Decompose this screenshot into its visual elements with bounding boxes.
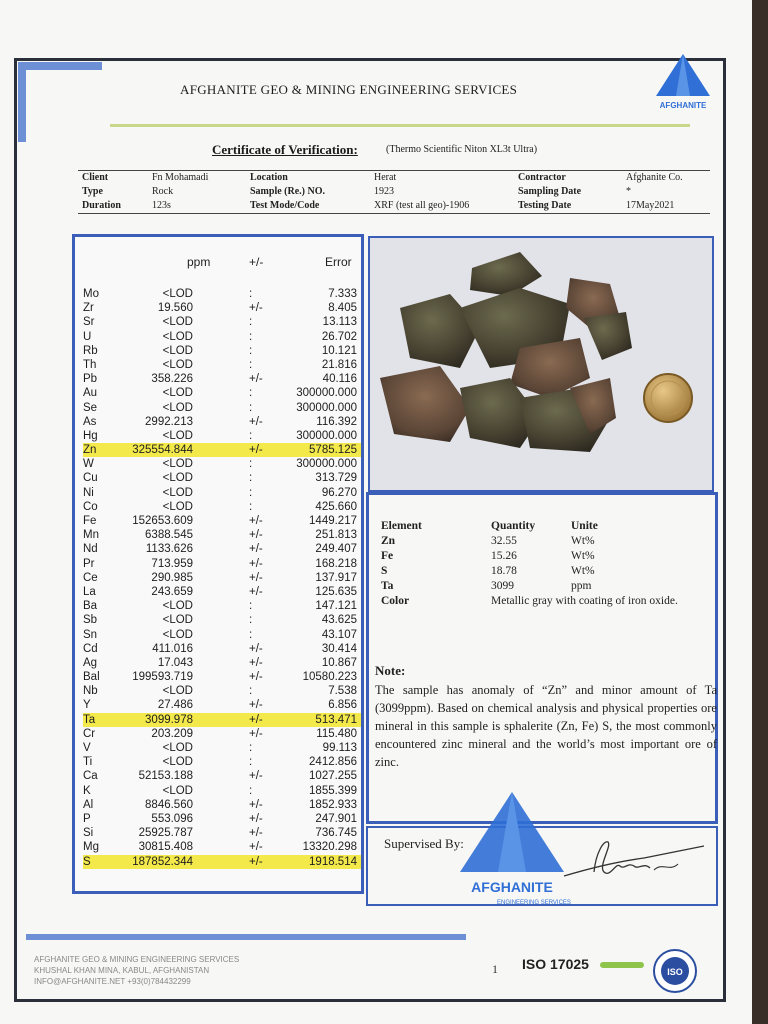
footer-line-company: AFGHANITE GEO & MINING ENGINEERING SERVICES xyxy=(34,955,240,964)
summary-quantity-cell: 15.26 xyxy=(491,550,517,562)
ppm-value-cell: 152653.609 xyxy=(132,515,193,527)
ppm-element-cell: Bal xyxy=(83,671,100,684)
ppm-plus-minus-cell: +/- xyxy=(249,642,263,655)
ppm-plus-minus-cell: : xyxy=(249,614,253,627)
ppm-row-ni xyxy=(83,486,361,500)
ppm-row-sb xyxy=(83,613,361,627)
company-name: AFGHANITE GEO & MINING ENGINEERING SERVICES xyxy=(180,82,518,97)
ppm-row-cu xyxy=(83,471,361,485)
info-table xyxy=(78,170,710,214)
summary-quantity-cell: 32.55 xyxy=(491,535,517,547)
ppm-error-cell: 300000.000 xyxy=(296,401,357,414)
ppm-row-si xyxy=(83,826,361,840)
rock-sample-photo xyxy=(368,236,714,492)
page-number: 1 xyxy=(492,962,498,976)
ppm-element-cell: Pb xyxy=(83,373,98,386)
summary-unit-cell: Wt% xyxy=(571,565,595,577)
ppm-plus-minus-cell: +/- xyxy=(249,713,263,726)
ppm-element-cell: Fe xyxy=(83,515,97,527)
ppm-error-cell: 249.407 xyxy=(315,543,357,556)
ppm-plus-minus-cell: +/- xyxy=(249,571,263,584)
ppm-row-cr xyxy=(83,727,361,741)
ppm-element-cell: Pr xyxy=(83,557,95,570)
summary-header-row xyxy=(379,519,699,534)
summary-rows xyxy=(379,534,699,594)
ppm-error-cell: 13320.298 xyxy=(302,841,357,854)
ppm-error-cell: 137.917 xyxy=(315,571,357,584)
ppm-error-cell: 513.471 xyxy=(315,713,357,726)
ppm-error-cell: 13.113 xyxy=(322,316,357,329)
ppm-error-cell: 147.121 xyxy=(315,600,357,613)
ppm-error-cell: 116.392 xyxy=(316,415,357,428)
sampling-date-label: Sampling Date xyxy=(518,186,582,197)
ppm-plus-minus-cell: : xyxy=(249,742,253,754)
ppm-row-al xyxy=(83,798,361,812)
contractor-value: Afghanite Co. xyxy=(626,172,683,183)
ppm-error-cell: 10.121 xyxy=(321,344,357,357)
ppm-error-cell: 10.867 xyxy=(321,656,357,669)
ppm-error-cell: 1918.514 xyxy=(309,855,357,868)
ppm-row-ag xyxy=(83,656,361,670)
summary-element-cell: Fe xyxy=(381,550,394,562)
supervised-box xyxy=(366,826,718,906)
ppm-error-cell: 5785.125 xyxy=(309,444,357,457)
ppm-element-cell: Zn xyxy=(83,444,97,457)
footer-line-address: KHUSHAL KHAN MINA, KABUL, AFGHANISTAN xyxy=(34,966,210,975)
footer-line-contact: INFO@AFGHANITE.NET +93(0)784432299 xyxy=(34,977,191,986)
summary-element-cell: S xyxy=(381,565,388,577)
ppm-value-cell: 6388.545 xyxy=(145,529,193,542)
ppm-error-cell: 247.901 xyxy=(315,812,357,825)
ppm-error-cell: 8.405 xyxy=(328,302,357,315)
ppm-error-cell: 125.635 xyxy=(315,585,357,598)
duration-value: 123s xyxy=(152,200,171,211)
ppm-value-cell: 199593.719 xyxy=(132,671,193,684)
stamp-subtext: ENGINEERING SERVICES xyxy=(497,900,571,906)
ppm-element-cell: Co xyxy=(83,500,98,513)
ppm-element-cell: As xyxy=(83,415,97,428)
iso-label: ISO 17025 xyxy=(522,956,589,972)
ppm-element-cell: Cr xyxy=(83,727,96,740)
note-title: Note: xyxy=(375,663,406,678)
ppm-plus-minus-cell: +/- xyxy=(249,656,263,669)
ppm-value-cell: <LOD xyxy=(162,628,193,641)
ppm-row-se xyxy=(83,401,361,415)
ppm-row-sr xyxy=(83,315,361,329)
logo-text: AFGHANITE xyxy=(659,101,707,110)
ppm-column-header: ppm xyxy=(187,255,211,269)
ppm-error-cell: 7.538 xyxy=(328,685,357,698)
ppm-error-cell: 7.333 xyxy=(328,288,357,300)
ppm-plus-minus-cell: +/- xyxy=(249,529,263,542)
ppm-row-bal xyxy=(83,670,361,684)
footer-divider xyxy=(26,934,466,940)
ppm-element-cell: Rb xyxy=(83,344,98,357)
ppm-plus-minus-cell: : xyxy=(249,486,253,499)
ppm-plus-minus-cell: +/- xyxy=(249,770,263,783)
ppm-value-cell: 187852.344 xyxy=(132,855,193,868)
ppm-plus-minus-cell: +/- xyxy=(249,515,263,527)
ppm-value-cell: 30815.408 xyxy=(138,841,193,854)
ppm-row-ta xyxy=(83,713,361,727)
ppm-plus-minus-cell: : xyxy=(249,756,253,769)
ppm-row-ce xyxy=(83,571,361,585)
ppm-row-rb xyxy=(83,344,361,358)
ppm-row-pr xyxy=(83,557,361,571)
ppm-value-cell: 27.486 xyxy=(157,699,193,712)
ppm-plus-minus-cell: +/- xyxy=(249,671,263,684)
ppm-value-cell: <LOD xyxy=(162,600,193,613)
ppm-element-cell: W xyxy=(83,458,94,471)
summary-row-fe xyxy=(379,549,699,564)
ppm-value-cell: <LOD xyxy=(162,316,193,329)
iso-accreditation-bar xyxy=(600,962,644,968)
ppm-row-th xyxy=(83,358,361,372)
signature xyxy=(554,832,714,892)
ppm-value-cell: 17.043 xyxy=(157,656,193,669)
ppm-element-cell: Nb xyxy=(83,685,98,698)
ppm-row-p xyxy=(83,812,361,826)
ppm-element-cell: Ca xyxy=(83,770,98,783)
ppm-error-cell: 1027.255 xyxy=(309,770,357,783)
ppm-row-la xyxy=(83,585,361,599)
ppm-plus-minus-cell: +/- xyxy=(249,855,263,868)
ppm-value-cell: 1133.626 xyxy=(145,543,193,556)
ppm-element-cell: Sn xyxy=(83,628,98,641)
ppm-value-cell: <LOD xyxy=(162,344,193,357)
ppm-plus-minus-cell: +/- xyxy=(249,699,263,712)
header-divider xyxy=(110,124,690,127)
ppm-error-cell: 300000.000 xyxy=(296,429,357,442)
ppm-row-pb xyxy=(83,372,361,386)
ppm-row-ba xyxy=(83,599,361,613)
summary-row-ta xyxy=(379,579,699,594)
ppm-value-cell: <LOD xyxy=(162,742,193,754)
ppm-element-cell: U xyxy=(83,330,92,343)
summary-quantity-cell: 3099 xyxy=(491,580,514,592)
summary-unit-cell: ppm xyxy=(571,580,592,592)
certificate-subtitle: (Thermo Scientific Niton XL3t Ultra) xyxy=(386,144,538,155)
summary-element-cell: Ta xyxy=(381,580,394,592)
ppm-element-cell: Y xyxy=(83,699,91,712)
ppm-plus-minus-cell: : xyxy=(249,330,253,343)
ppm-element-cell: Ta xyxy=(83,713,96,726)
ppm-row-cd xyxy=(83,642,361,656)
ppm-plus-minus-cell: : xyxy=(249,288,253,300)
corner-stripe xyxy=(18,62,102,70)
ppm-value-cell: <LOD xyxy=(162,784,193,797)
ppm-error-cell: 43.625 xyxy=(321,614,357,627)
ppm-value-cell: <LOD xyxy=(162,401,193,414)
ppm-value-cell: 52153.188 xyxy=(138,770,193,783)
ppm-error-cell: 10580.223 xyxy=(302,671,357,684)
ppm-plus-minus-cell: +/- xyxy=(249,302,263,315)
ppm-error-cell: 300000.000 xyxy=(296,387,357,400)
test-mode-label: Test Mode/Code xyxy=(250,200,320,211)
ppm-value-cell: <LOD xyxy=(162,330,193,343)
ppm-error-cell: 313.729 xyxy=(315,472,357,485)
ppm-error-cell: 1855.399 xyxy=(309,784,357,797)
ppm-element-cell: Sb xyxy=(83,614,98,627)
type-value: Rock xyxy=(152,186,174,197)
duration-label: Duration xyxy=(82,200,121,211)
ppm-plus-minus-cell: +/- xyxy=(249,812,263,825)
ppm-error-cell: 6.856 xyxy=(328,699,357,712)
ppm-value-cell: 553.096 xyxy=(151,812,193,825)
ppm-error-cell: 40.116 xyxy=(322,373,357,386)
ppm-value-cell: 8846.560 xyxy=(145,798,193,811)
ppm-value-cell: <LOD xyxy=(162,614,193,627)
ppm-plus-minus-cell: : xyxy=(249,784,253,797)
ppm-row-nb xyxy=(83,684,361,698)
ppm-error-cell: 26.702 xyxy=(321,330,357,343)
ppm-value-cell: 411.016 xyxy=(152,642,193,655)
ppm-element-cell: Cu xyxy=(83,472,98,485)
ppm-plus-minus-cell: : xyxy=(249,401,253,414)
type-label: Type xyxy=(82,186,103,197)
ppm-element-cell: Ag xyxy=(83,656,98,669)
ppm-plus-minus-cell: : xyxy=(249,628,253,641)
ppm-element-cell: Au xyxy=(83,387,98,400)
ppm-plus-minus-cell: : xyxy=(249,358,253,371)
ppm-row-co xyxy=(83,500,361,514)
summary-table xyxy=(379,519,699,628)
ppm-plus-minus-cell: +/- xyxy=(249,415,263,428)
summary-element-cell: Zn xyxy=(381,535,396,547)
contractor-label: Contractor xyxy=(518,172,566,183)
ppm-error-cell: 43.107 xyxy=(321,628,357,641)
summary-row-s xyxy=(379,564,699,579)
ppm-row-mg xyxy=(83,840,361,854)
ppm-error-cell: 251.813 xyxy=(315,529,357,542)
ppm-element-cell: Ba xyxy=(83,600,98,613)
ppm-row-as xyxy=(83,415,361,429)
ppm-plus-minus-cell: +/- xyxy=(249,727,263,740)
ppm-element-cell: V xyxy=(83,742,91,754)
ppm-plus-minus-cell: +/- xyxy=(249,798,263,811)
ppm-element-cell: Ce xyxy=(83,571,98,584)
ppm-plus-minus-cell: : xyxy=(249,344,253,357)
ppm-plus-minus-cell: : xyxy=(249,429,253,442)
ppm-row-sn xyxy=(83,628,361,642)
ppm-error-cell: 21.816 xyxy=(321,358,357,371)
ppm-error-cell: 2412.856 xyxy=(309,756,357,769)
ppm-plus-minus-cell: +/- xyxy=(249,444,263,457)
ppm-value-cell: 2992.213 xyxy=(145,415,193,428)
plus-minus-column-header: +/- xyxy=(249,255,264,269)
ppm-error-cell: 1449.217 xyxy=(309,515,357,527)
ppm-plus-minus-cell: +/- xyxy=(249,827,263,840)
ppm-error-cell: 168.218 xyxy=(315,557,357,570)
ppm-value-cell: <LOD xyxy=(162,458,193,471)
error-column-header: Error xyxy=(325,255,352,269)
ppm-error-cell: 425.660 xyxy=(315,500,357,513)
ppm-value-cell: 25925.787 xyxy=(138,827,193,840)
summary-color-row xyxy=(379,594,699,628)
ppm-element-cell: S xyxy=(83,855,91,868)
testing-date-label: Testing Date xyxy=(518,200,572,211)
ppm-row-ti xyxy=(83,755,361,769)
ppm-element-cell: Th xyxy=(83,358,97,371)
ppm-value-cell: <LOD xyxy=(162,486,193,499)
ppm-element-cell: Ti xyxy=(83,756,93,769)
ppm-element-cell: Si xyxy=(83,827,94,840)
info-row xyxy=(78,199,710,213)
ppm-element-cell: Ni xyxy=(83,486,94,499)
ppm-plus-minus-cell: : xyxy=(249,316,253,329)
client-value: Fn Mohamadi xyxy=(152,172,209,183)
ppm-row-w xyxy=(83,457,361,471)
ppm-value-cell: 290.985 xyxy=(151,571,193,584)
ppm-value-cell: 3099.978 xyxy=(145,713,193,726)
ppm-error-cell: 96.270 xyxy=(321,486,357,499)
ppm-element-cell: Cd xyxy=(83,642,98,655)
ppm-row-mo xyxy=(83,287,361,301)
ppm-element-cell: Nd xyxy=(83,543,98,556)
ppm-row-zr xyxy=(83,301,361,315)
ppm-plus-minus-cell: : xyxy=(249,500,253,513)
ppm-error-cell: 115.480 xyxy=(316,727,357,740)
iso-seal-icon xyxy=(652,948,698,994)
certificate-title: Certificate of Verification: xyxy=(212,142,358,157)
ppm-element-cell: Mo xyxy=(83,288,99,300)
ppm-row-hg xyxy=(83,429,361,443)
ppm-row-k xyxy=(83,784,361,798)
ppm-value-cell: 358.226 xyxy=(151,373,193,386)
info-row xyxy=(78,171,710,185)
ppm-row-v xyxy=(83,741,361,755)
ppm-row-u xyxy=(83,330,361,344)
unite-column-header: Unite xyxy=(571,520,598,532)
summary-unit-cell: Wt% xyxy=(571,535,595,547)
sampling-date-value: * xyxy=(626,186,631,197)
ppm-element-cell: Sr xyxy=(83,316,95,329)
ppm-element-cell: Se xyxy=(83,401,98,414)
ppm-element-cell: Zr xyxy=(83,302,94,315)
ppm-plus-minus-cell: : xyxy=(249,472,253,485)
ppm-plus-minus-cell: +/- xyxy=(249,543,263,556)
ppm-element-cell: K xyxy=(83,784,91,797)
ppm-value-cell: <LOD xyxy=(162,429,193,442)
ppm-value-cell: <LOD xyxy=(162,756,193,769)
ppm-plus-minus-cell: +/- xyxy=(249,557,263,570)
info-row xyxy=(78,185,710,199)
quantity-column-header: Quantity xyxy=(491,520,536,532)
ppm-value-cell: <LOD xyxy=(162,472,193,485)
test-mode-value: XRF (test all geo)-1906 xyxy=(374,200,470,211)
ppm-element-cell: Mn xyxy=(83,529,99,542)
ppm-value-cell: 713.959 xyxy=(151,557,193,570)
ppm-plus-minus-cell: : xyxy=(249,685,253,698)
element-ppm-panel xyxy=(72,234,364,894)
ppm-value-cell: <LOD xyxy=(162,387,193,400)
note-text: The sample has anomaly of “Zn” and minor amount of Ta (3099ppm). Based on chemical analysis and physical properties ore mineral in this sample is sphalerite (Zn, Fe) S, the most commonly encountered zinc mineral and the world’s most important ore of zinc. xyxy=(375,683,717,769)
ppm-table xyxy=(83,287,361,869)
ppm-value-cell: 19.560 xyxy=(157,302,193,315)
summary-quantity-cell: 18.78 xyxy=(491,565,517,577)
sample-value: 1923 xyxy=(374,186,394,197)
testing-date-value: 17May2021 xyxy=(626,200,675,211)
ppm-row-s xyxy=(83,855,361,869)
ppm-plus-minus-cell: : xyxy=(249,387,253,400)
ppm-value-cell: 203.209 xyxy=(151,727,193,740)
ppm-value-cell: <LOD xyxy=(162,685,193,698)
ppm-row-fe xyxy=(83,514,361,528)
ppm-row-y xyxy=(83,698,361,712)
ppm-plus-minus-cell: : xyxy=(249,458,253,471)
ppm-error-cell: 1852.933 xyxy=(309,798,357,811)
ppm-value-cell: 325554.844 xyxy=(132,444,193,457)
ppm-value-cell: 243.659 xyxy=(151,585,193,598)
ppm-row-mn xyxy=(83,528,361,542)
ppm-plus-minus-cell: +/- xyxy=(249,841,263,854)
rock-sample-image xyxy=(370,238,712,490)
ppm-value-cell: <LOD xyxy=(162,358,193,371)
ppm-value-cell: <LOD xyxy=(162,500,193,513)
ppm-plus-minus-cell: +/- xyxy=(249,373,263,386)
summary-unit-cell: Wt% xyxy=(571,550,595,562)
supervised-label: Supervised By: xyxy=(384,836,464,851)
ppm-error-cell: 30.414 xyxy=(321,642,357,655)
location-label: Location xyxy=(250,172,288,183)
color-value: Metallic gray with coating of iron oxide. xyxy=(491,595,678,607)
ppm-element-cell: Al xyxy=(83,798,94,811)
stamp-text: AFGHANITE xyxy=(471,879,553,895)
color-label: Color xyxy=(381,595,410,607)
ppm-row-ca xyxy=(83,769,361,783)
ppm-element-cell: Mg xyxy=(83,841,99,854)
ppm-element-cell: Hg xyxy=(83,429,98,442)
afghanite-logo xyxy=(650,52,716,116)
ppm-row-nd xyxy=(83,542,361,556)
svg-text:ISO: ISO xyxy=(667,967,683,977)
sample-label: Sample (Re.) NO. xyxy=(250,186,325,197)
location-value: Herat xyxy=(374,172,397,183)
corner-stripe xyxy=(18,62,26,142)
ppm-row-zn xyxy=(83,443,361,457)
client-label: Client xyxy=(82,172,109,183)
ppm-value-cell: <LOD xyxy=(162,288,193,300)
summary-row-zn xyxy=(379,534,699,549)
ppm-element-cell: P xyxy=(83,812,91,825)
element-column-header: Element xyxy=(381,520,422,532)
ppm-plus-minus-cell: : xyxy=(249,600,253,613)
ppm-error-cell: 300000.000 xyxy=(296,458,357,471)
ppm-element-cell: La xyxy=(83,585,96,598)
ppm-plus-minus-cell: +/- xyxy=(249,585,263,598)
ppm-row-au xyxy=(83,386,361,400)
footer-address xyxy=(34,954,239,987)
ppm-error-cell: 736.745 xyxy=(315,827,357,840)
ppm-error-cell: 99.113 xyxy=(322,742,357,754)
summary-note-box xyxy=(366,492,718,824)
ppm-table-header xyxy=(75,255,361,271)
